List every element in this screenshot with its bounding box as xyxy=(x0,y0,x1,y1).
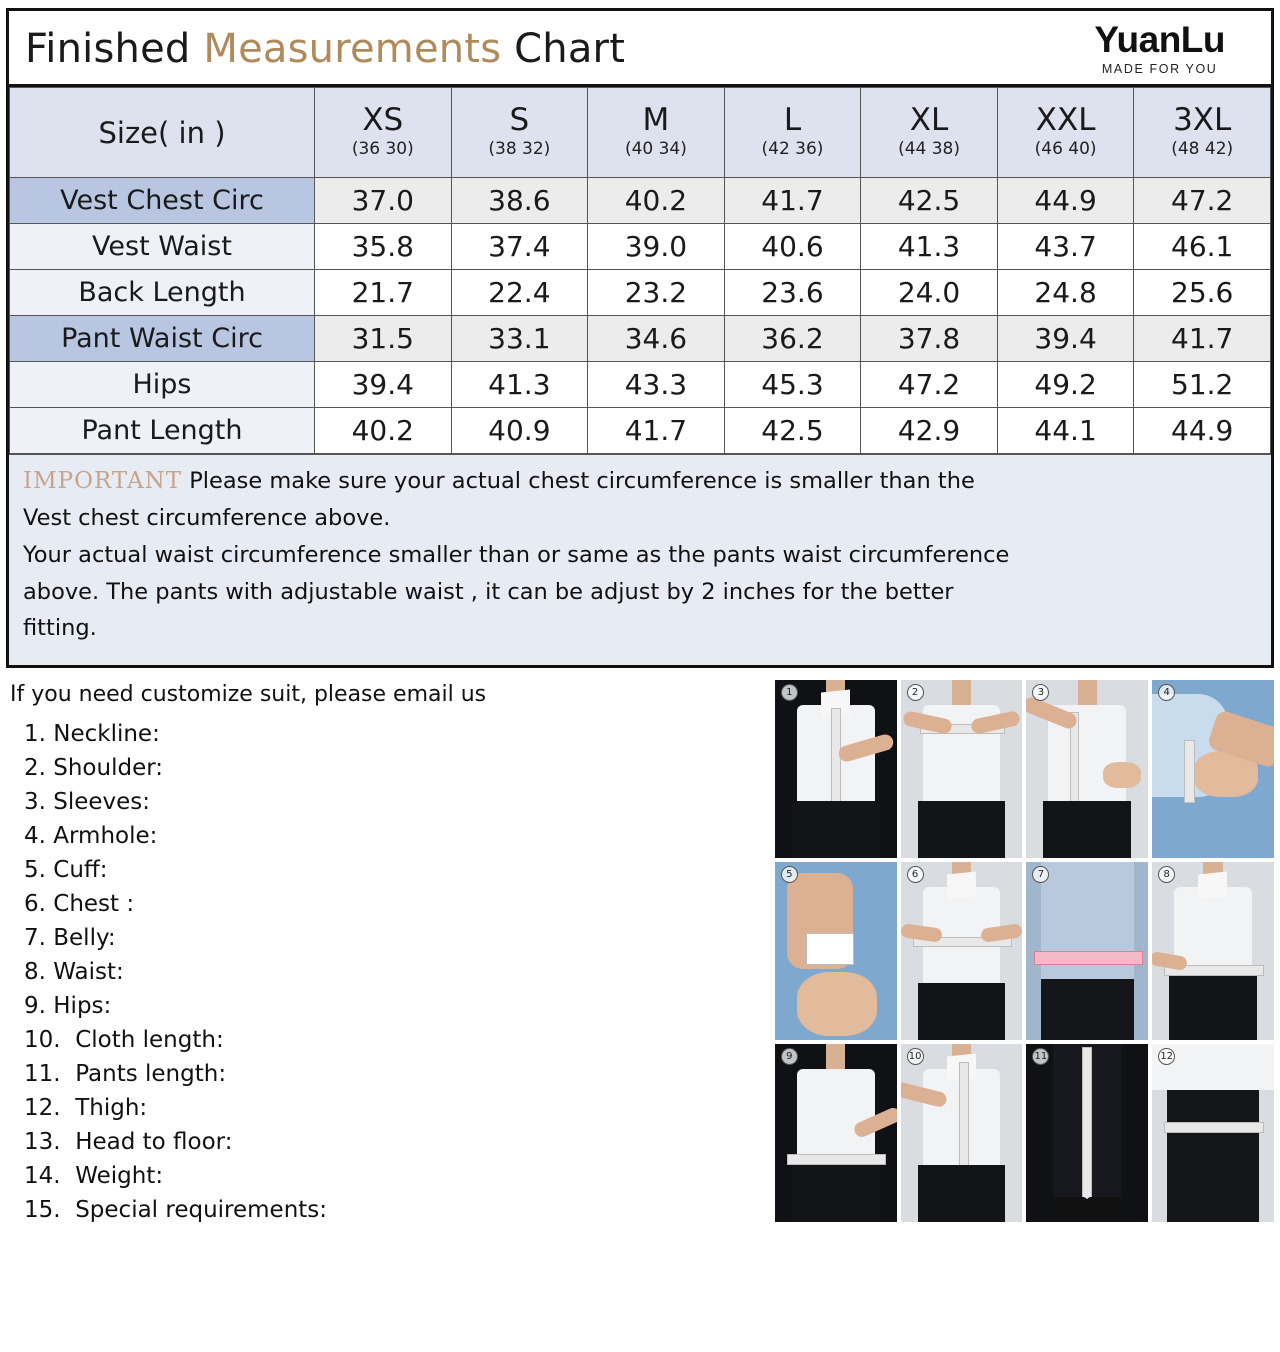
customize-section xyxy=(0,668,1280,1227)
cell: 39.4 xyxy=(997,316,1134,362)
table-row xyxy=(10,224,1271,270)
cell: 34.6 xyxy=(588,316,725,362)
note-line-3: Your actual waist circumference smaller than or same as the pants waist circumference xyxy=(23,541,1010,568)
photo-number: 7 xyxy=(1032,866,1049,883)
list-item: 9. Hips: xyxy=(24,993,112,1020)
size-name: XS xyxy=(362,102,404,139)
size-name: 3XL xyxy=(1173,102,1232,139)
cell: 37.0 xyxy=(315,178,452,224)
list-item: 7. Belly: xyxy=(24,925,116,952)
cell: 43.3 xyxy=(588,362,725,408)
photo-thigh-measure xyxy=(1152,1044,1274,1222)
cell: 25.6 xyxy=(1134,270,1271,316)
page-title xyxy=(25,26,625,72)
cell: 44.9 xyxy=(1134,408,1271,454)
cell: 22.4 xyxy=(451,270,588,316)
note-line-5: fitting. xyxy=(23,615,97,642)
cell: 39.4 xyxy=(315,362,452,408)
title-word-measurements: Measurements xyxy=(203,25,502,72)
photo-cloth-length-measure xyxy=(901,1044,1023,1222)
photo-number: 8 xyxy=(1158,866,1175,883)
size-header-xl xyxy=(861,88,998,178)
table-header-row xyxy=(10,88,1271,178)
cell: 23.6 xyxy=(724,270,861,316)
cell: 41.7 xyxy=(1134,316,1271,362)
table-row xyxy=(10,270,1271,316)
size-sub: (44 38) xyxy=(898,138,960,159)
list-item: 13. Head to floor: xyxy=(24,1129,233,1156)
important-label: IMPORTANT xyxy=(23,468,183,494)
list-item: 14. Weight: xyxy=(24,1163,164,1190)
cell: 40.9 xyxy=(451,408,588,454)
important-note xyxy=(9,454,1271,665)
cell: 44.9 xyxy=(997,178,1134,224)
photo-number: 1 xyxy=(781,684,798,701)
photo-number: 5 xyxy=(781,866,798,883)
cell: 40.2 xyxy=(315,408,452,454)
cell: 40.2 xyxy=(588,178,725,224)
list-item: 8. Waist: xyxy=(24,959,124,986)
size-sub: (40 34) xyxy=(624,138,687,159)
list-item: 10. Cloth length: xyxy=(24,1027,224,1054)
cell: 46.1 xyxy=(1134,224,1271,270)
cell: 24.0 xyxy=(861,270,998,316)
photo-number: 12 xyxy=(1158,1048,1175,1065)
size-table xyxy=(9,87,1271,454)
size-header-l xyxy=(724,88,861,178)
size-header-m xyxy=(588,88,725,178)
cell: 21.7 xyxy=(315,270,452,316)
list-item: 5. Cuff: xyxy=(24,856,108,883)
note-line-1 xyxy=(23,465,1257,498)
cell: 37.4 xyxy=(451,224,588,270)
cell: 51.2 xyxy=(1134,362,1271,408)
title-word-finished: Finished xyxy=(25,25,204,72)
photo-number: 11 xyxy=(1032,1048,1049,1065)
size-sub: (38 32) xyxy=(488,138,551,159)
table-row xyxy=(10,408,1271,454)
photo-number: 4 xyxy=(1158,684,1175,701)
cell: 41.3 xyxy=(451,362,588,408)
cell: 37.8 xyxy=(861,316,998,362)
photo-belly-measure xyxy=(1026,862,1148,1040)
size-name: XL xyxy=(909,102,949,139)
cell: 41.7 xyxy=(588,408,725,454)
cell: 47.2 xyxy=(1134,178,1271,224)
brand-name: YuanLu xyxy=(1094,19,1225,60)
cell: 47.2 xyxy=(861,362,998,408)
cell: 44.1 xyxy=(997,408,1134,454)
table-row xyxy=(10,362,1271,408)
size-name: S xyxy=(509,102,530,139)
cell: 40.6 xyxy=(724,224,861,270)
cell: 23.2 xyxy=(588,270,725,316)
size-name: L xyxy=(783,102,802,139)
table-row xyxy=(10,316,1271,362)
cell: 31.5 xyxy=(315,316,452,362)
size-name: M xyxy=(642,102,670,139)
measurements-chart-card xyxy=(6,8,1274,668)
size-header-xs xyxy=(315,88,452,178)
size-sub: (36 30) xyxy=(351,138,414,159)
size-header-s xyxy=(451,88,588,178)
list-item: 1. Neckline: xyxy=(24,720,160,747)
row-label-pant-length: Pant Length xyxy=(10,408,315,454)
photo-wrist-measure xyxy=(775,862,897,1040)
requirements-column xyxy=(8,680,767,1227)
photo-number: 3 xyxy=(1032,684,1049,701)
cell: 24.8 xyxy=(997,270,1134,316)
note-text-1: Please make sure your actual chest circumference is smaller than the xyxy=(189,468,975,494)
size-sub: (48 42) xyxy=(1171,138,1234,159)
table-corner-label: Size( in ) xyxy=(10,88,315,178)
cell: 45.3 xyxy=(724,362,861,408)
row-label-vest-waist: Vest Waist xyxy=(10,224,315,270)
list-item: 15. Special requirements: xyxy=(24,1197,328,1224)
cell: 36.2 xyxy=(724,316,861,362)
size-sub: (42 36) xyxy=(761,138,824,159)
cell: 33.1 xyxy=(451,316,588,362)
row-label-hips: Hips xyxy=(10,362,315,408)
list-item: 2. Shoulder: xyxy=(24,754,164,781)
requirements-list xyxy=(8,717,767,1227)
photo-number: 6 xyxy=(907,866,924,883)
note-line-2: Vest chest circumference above. xyxy=(23,505,391,532)
row-label-vest-chest-circ: Vest Chest Circ xyxy=(10,178,315,224)
cell: 38.6 xyxy=(451,178,588,224)
photo-number: 9 xyxy=(781,1048,798,1065)
photo-shoulder-measure xyxy=(901,680,1023,858)
list-item: 6. Chest : xyxy=(24,891,135,917)
list-item: 11. Pants length: xyxy=(24,1061,227,1088)
photo-hips-measure xyxy=(775,1044,897,1222)
photo-sleeve-measure xyxy=(1026,680,1148,858)
list-item: 12. Thigh: xyxy=(24,1095,148,1122)
cell: 41.7 xyxy=(724,178,861,224)
brand-logo xyxy=(1094,21,1255,76)
photo-number: 2 xyxy=(907,684,924,701)
cell: 49.2 xyxy=(997,362,1134,408)
photo-waist-measure xyxy=(1152,862,1274,1040)
cell: 39.0 xyxy=(588,224,725,270)
title-word-chart: Chart xyxy=(501,25,626,72)
measurement-photo-grid xyxy=(775,680,1280,1227)
size-header-3xl xyxy=(1134,88,1271,178)
list-item: 4. Armhole: xyxy=(24,822,158,849)
customize-intro: If you need customize suit, please email us xyxy=(10,681,487,707)
cell: 42.9 xyxy=(861,408,998,454)
cell: 35.8 xyxy=(315,224,452,270)
note-line-4: above. The pants with adjustable waist , it can be adjust by 2 inches for the better xyxy=(23,578,954,605)
photo-pants-length-measure xyxy=(1026,1044,1148,1222)
row-label-back-length: Back Length xyxy=(10,270,315,316)
chart-header xyxy=(9,11,1271,87)
photo-chest-measure xyxy=(901,862,1023,1040)
cell: 42.5 xyxy=(724,408,861,454)
cell: 42.5 xyxy=(861,178,998,224)
photo-cuff-closeup xyxy=(1152,680,1274,858)
cell: 43.7 xyxy=(997,224,1134,270)
size-sub: (46 40) xyxy=(1034,138,1097,159)
size-name: XXL xyxy=(1035,102,1096,139)
table-row xyxy=(10,178,1271,224)
cell: 41.3 xyxy=(861,224,998,270)
size-header-xxl xyxy=(997,88,1134,178)
list-item: 3. Sleeves: xyxy=(24,788,151,815)
photo-number: 10 xyxy=(907,1048,924,1065)
row-label-pant-waist-circ: Pant Waist Circ xyxy=(10,316,315,362)
photo-neckline-measure xyxy=(775,680,897,858)
brand-tagline: MADE FOR YOU xyxy=(1101,62,1218,76)
